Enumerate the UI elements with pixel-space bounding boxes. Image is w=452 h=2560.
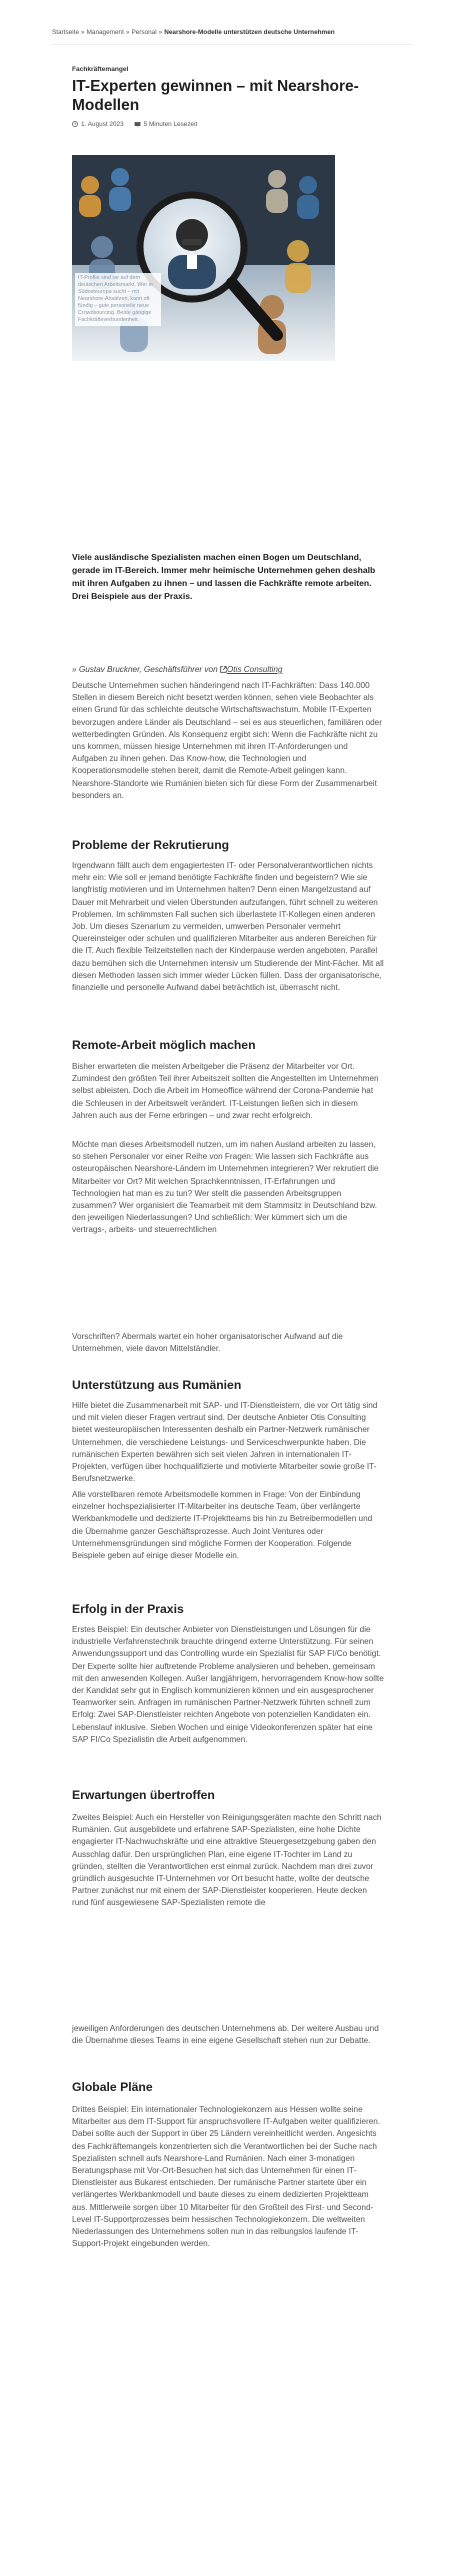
breadcrumb-separator: » [125,29,130,36]
section-paragraph: Zweites Beispiel: Auch ein Hersteller von Reinigungsgeräten machte den Schritt nach Rumänien. Gut ausgebildete und erfahrene SAP-Spezialisten, eine hohe Dichte engagierter IT-Nachwuchskräfte und eine attraktive Steuergesetzgebung gaben den Ausschlag dafür. Den ursprünglichen Plan, eine eigene IT-Tochter im Land zu gründen, stellten die Verantwortlichen erst einmal zurück. Nachdem man drei zuvor gründlich ausgesuchte IT-Unternehmen vor Ort besucht hatte, wollte der deutsche Partner zunächst nur mit einem der SAP-Dienstleister kooperieren. Heute decken rund fünf ausgewiesene SAP-Spezialisten remote die [72,1813,382,1908]
section-paragraph: Alle vorstellbaren remote Arbeitsmodelle kommen in Frage: Von der Einbindung einzelner hochspezialisierter IT-Mitarbeiter ins deutsche Team, über verlängerte Werkbankmodelle und dedizierte IT-Projektteams bis hin zu Betreibermodellen und die Übernahme ganzer Geschäftsprozesse. Auch Joint Ventures oder Unternehmensgründungen sind mögliche Formen der Kooperation. Folgende Beispiele geben auf einige dieser Modelle ein. [72,1490,373,1561]
breadcrumb-separator: » [81,29,85,36]
intro-paragraph: Deutsche Unternehmen suchen händeringend nach IT-Fachkräften: Dass 140.000 Stellen in diesem Bereich nicht besetzt werden können, sehen viele Beobachter als einen Grund für das schleichte deutsche Wirtschaftswachstum. Mobile IT-Experten bevorzugen andere Länder als Deutschland – sei es aus steuerlichen, familiären oder wetterbedingten Gründen. Als Konsequenz ergibt sich: Wenn die Fachkräfte nicht zu uns kommen, müssen hiesige Unternehmen mit ihren IT-Anforderungen und Aufgaben zu ihnen gehen. Das Know-how, die Technologien und Kooperationsmodelle stehen bereit, damit die Remote-Arbeit gelingen kann. Nearshore-Standorte wie Rumänien bieten sich für diese Form der Zusammenarbeit besonders an. [72,681,382,800]
quote-attribution [72,664,384,676]
breadcrumb-home[interactable]: Startseite [52,29,79,36]
breadcrumb-separator: » [158,29,163,36]
section-paragraph: Möchte man dieses Arbeitsmodell nutzen, um im nahen Ausland arbeiten zu lassen, so stehen Personaler vor einer Reihe von Fragen: Wie lassen sich Fachkräfte aus osteuropäischen Nearshore-Ländern im Unternehmen integrieren? Wer rekrutiert die Mitarbeiter vor Ort? Mit welchen Sprachkenntnissen, IT-Erfahrungen und Technologien hat man es zu tun? Wer stellt die passenden Arbeitsgruppen zusammen? Wer organisiert die Teamarbeit mit dem Stammsitz in Deutschland bzw. den jeweiligen Niederlassungen? Und schließlich: Wer kümmert sich um die vertrags-, arbeits- und steuerrechtlichen [72,1140,379,1235]
hero-caption: IT-Profile sind rar auf dem deutschen Arbeitsmarkt. Wer in Südosteuropa sucht – mit Nearshore-Ansätzen, kann oft fündig – gute personelle neue Crowdsourcing. Beste gängige Fachkräfteverbundenheit. [75,273,161,326]
otis-consulting-link[interactable]: Otis Consulting [226,665,283,674]
article-reading-time [134,121,198,128]
section-paragraph: Bisher erwarteten die meisten Arbeitgeber die Präsenz der Mitarbeiter vor Ort. Zumindest den größten Teil ihrer Arbeitszeit sollten die Angestellten im Unternehmen selbst ableisten. Doch die Arbeit im Homeoffice während der Corona-Pandemie hat die Schleusen in der Arbeitswelt verändert. IT-Leistungen ließen sich in diesem Jahren auch aus der Ferne erbringen – und zwar recht erfolgreich. [72,1062,379,1120]
section-heading: Probleme der Rekrutierung [72,838,230,852]
header-divider [52,44,412,45]
section-paragraph: Vorschriften? Abermals wartet ein hoher organisatorischer Aufwand auf die Unternehmen, viele davon Mittelständler. [72,1332,343,1354]
external-link-icon [220,666,227,673]
section-paragraph: Hilfe bietet die Zusammenarbeit mit SAP- und IT-Dienstleistern, die vor Ort tätig sind und mit vielen dieser Fragen vertraut sind. Der deutsche Anbieter Otis Consulting bietet westeuropäischen Interessenten deshalb ein Partner-Netzwerk rumänischer Unternehmen, die verschiedene Leistungs- und Serviceschwerpunkte haben. Die rumänischen Experten bewähren sich seit vielen Jahren in internationalen IT-Projekten, verfügen über hochqualifizierte und motivierte Mitarbeiter sowie große IT-Berufsnetzwerke. [72,1401,378,1484]
hero-illustration [72,155,335,361]
breadcrumb [52,28,412,37]
article-reading-time-text: 5 Minuten Lesezeit [143,121,198,128]
section-paragraph: Erstes Beispiel: Ein deutscher Anbieter von Dienstleistungen und Lösungen für die industrielle Verfahrenstechnik brauchte dringend externe Unterstützung. Für seinen Anwendungssupport und das Controlling wurde ein Spezialist für SAP FI/Co benötigt. Der Experte sollte hier auftretende Probleme analysieren und beheben, gemeinsam mit den anwesenden Kollegen. Außer langjährigem, hervorragendem Know-how sollte der Kandidat sehr gut in Englisch kommunizieren können und ein ausgesprochener Teamworker sein. Anfragen im rumänischen Partner-Netzwerk führten schnell zum Erfolg: Zwei SAP-Dienstleister reichten Angebote von potenziellen Kandidaten ein. Lebenslauf inklusive. Sieben Wochen und einige Videokonferenzen später hat eine SAP FI/Co Spezialistin die Arbeit aufgenommen. [72,1625,384,1744]
breadcrumb-management[interactable]: Management [86,29,124,36]
quote-author: » Gustav Bruckner, Geschäftsführer von [72,665,218,674]
article-title: IT-Experten gewinnen – mit Nearshore-Modellen [72,78,359,114]
article-meta [72,121,382,128]
breadcrumb-current: Nearshore-Modelle unterstützen deutsche Unternehmen [164,29,335,36]
section-paragraph: Irgendwann fällt auch dem engagiertesten IT- oder Personalverantwortlichen nichts mehr ein: Wie soll er jemand benötigte Fachkräfte finden und begeistern? Wie sie langfristig motivieren und im Unternehmen halten? Denn einen Mangelzustand auf Dauer mit Mehrarbeit und vielen Überstunden aufzufangen, führt schnell zu weiteren Problemen. Im schlimmsten Fall suchen sich überlastete IT-Kollegen einen anderen Job. Um dieses Szenarium zu vermeiden, umwerben Personaler vermehrt Quereinsteiger oder schulen und qualifizieren Mitarbeiter aus anderen Bereichen für die IT. Auch flexible Teilzeitstellen nach der Kinderpause werden angeboten. Parallel dazu bemühen sich die Unternehmen intensiv um Studierende der Mint-Fächer. Mit all diesen Methoden lassen sich immer wieder Lücken füllen. Dass der organisatorische, finanzielle und personelle Aufwand dabei beträchtlich ist, überrascht nicht. [72,861,384,993]
section-heading: Globale Pläne [72,2080,153,2094]
section-heading: Erfolg in der Praxis [72,1602,184,1616]
article-lead: Viele ausländische Spezialisten machen einen Bogen um Deutschland, gerade im IT-Bereich. Immer mehr heimische Unternehmen gehen deshalb mit ihren Aufgaben zu ihnen – und lassen die Fachkräfte remote arbeiten. Drei Beispiele aus der Praxis. [72,552,376,601]
book-icon [134,121,141,127]
hero-image [72,155,335,361]
calendar-icon [72,121,78,127]
section-heading: Unterstützung aus Rumänien [72,1378,242,1392]
section-heading: Erwartungen übertroffen [72,1788,215,1802]
section-paragraph: Drittes Beispiel: Ein internationaler Technologiekonzern aus Hessen wollte seine Mitarbeiter aus dem IT-Support für anspruchsvollere IT-Aufgaben weiter qualifizieren. Dabei sollte auch der Support in über 25 Ländern vereinheitlicht werden. Angesichts des Fachkräftemangels konzentrierten sich die Verantwortlichen bei der Suche nach Spezialisten schnell aufs Nearshore-Land Rumänien. Nach einer 3-monatigen Beratungsphase mit Vor-Ort-Besuchen hat sich das Unternehmen für einen IT-Dienstleister aus Bukarest entschieden. Der rumänische Partner startete über ein verlängertes Werkbankmodell und baute dieses zu einem dedizierten Projektteam aus. Mittlerweile sorgen über 10 Mitarbeiter für den Großteil des First- und Second-Level IT-Supportprozesses beim hessischen Technologiekonzern. Die weltweiten Niederlassungen des Unternehmens sollen nun in das reibungslos laufende IT-Support-Projekt eingebunden werden. [72,2105,381,2249]
article-header [72,66,382,128]
section-heading: Remote-Arbeit möglich machen [72,1038,256,1052]
breadcrumb-personal[interactable]: Personal [131,29,157,36]
article-category: Fachkräftemangel [72,66,129,73]
article-date [72,121,124,128]
article-date-text: 1. August 2023 [81,121,124,128]
section-paragraph: jeweiligen Anforderungen des deutschen Unternehmens ab. Der weitere Ausbau und die Übernahme dieses Teams in eine eigene Gesellschaft stehen nun zur Debatte. [72,2024,379,2046]
